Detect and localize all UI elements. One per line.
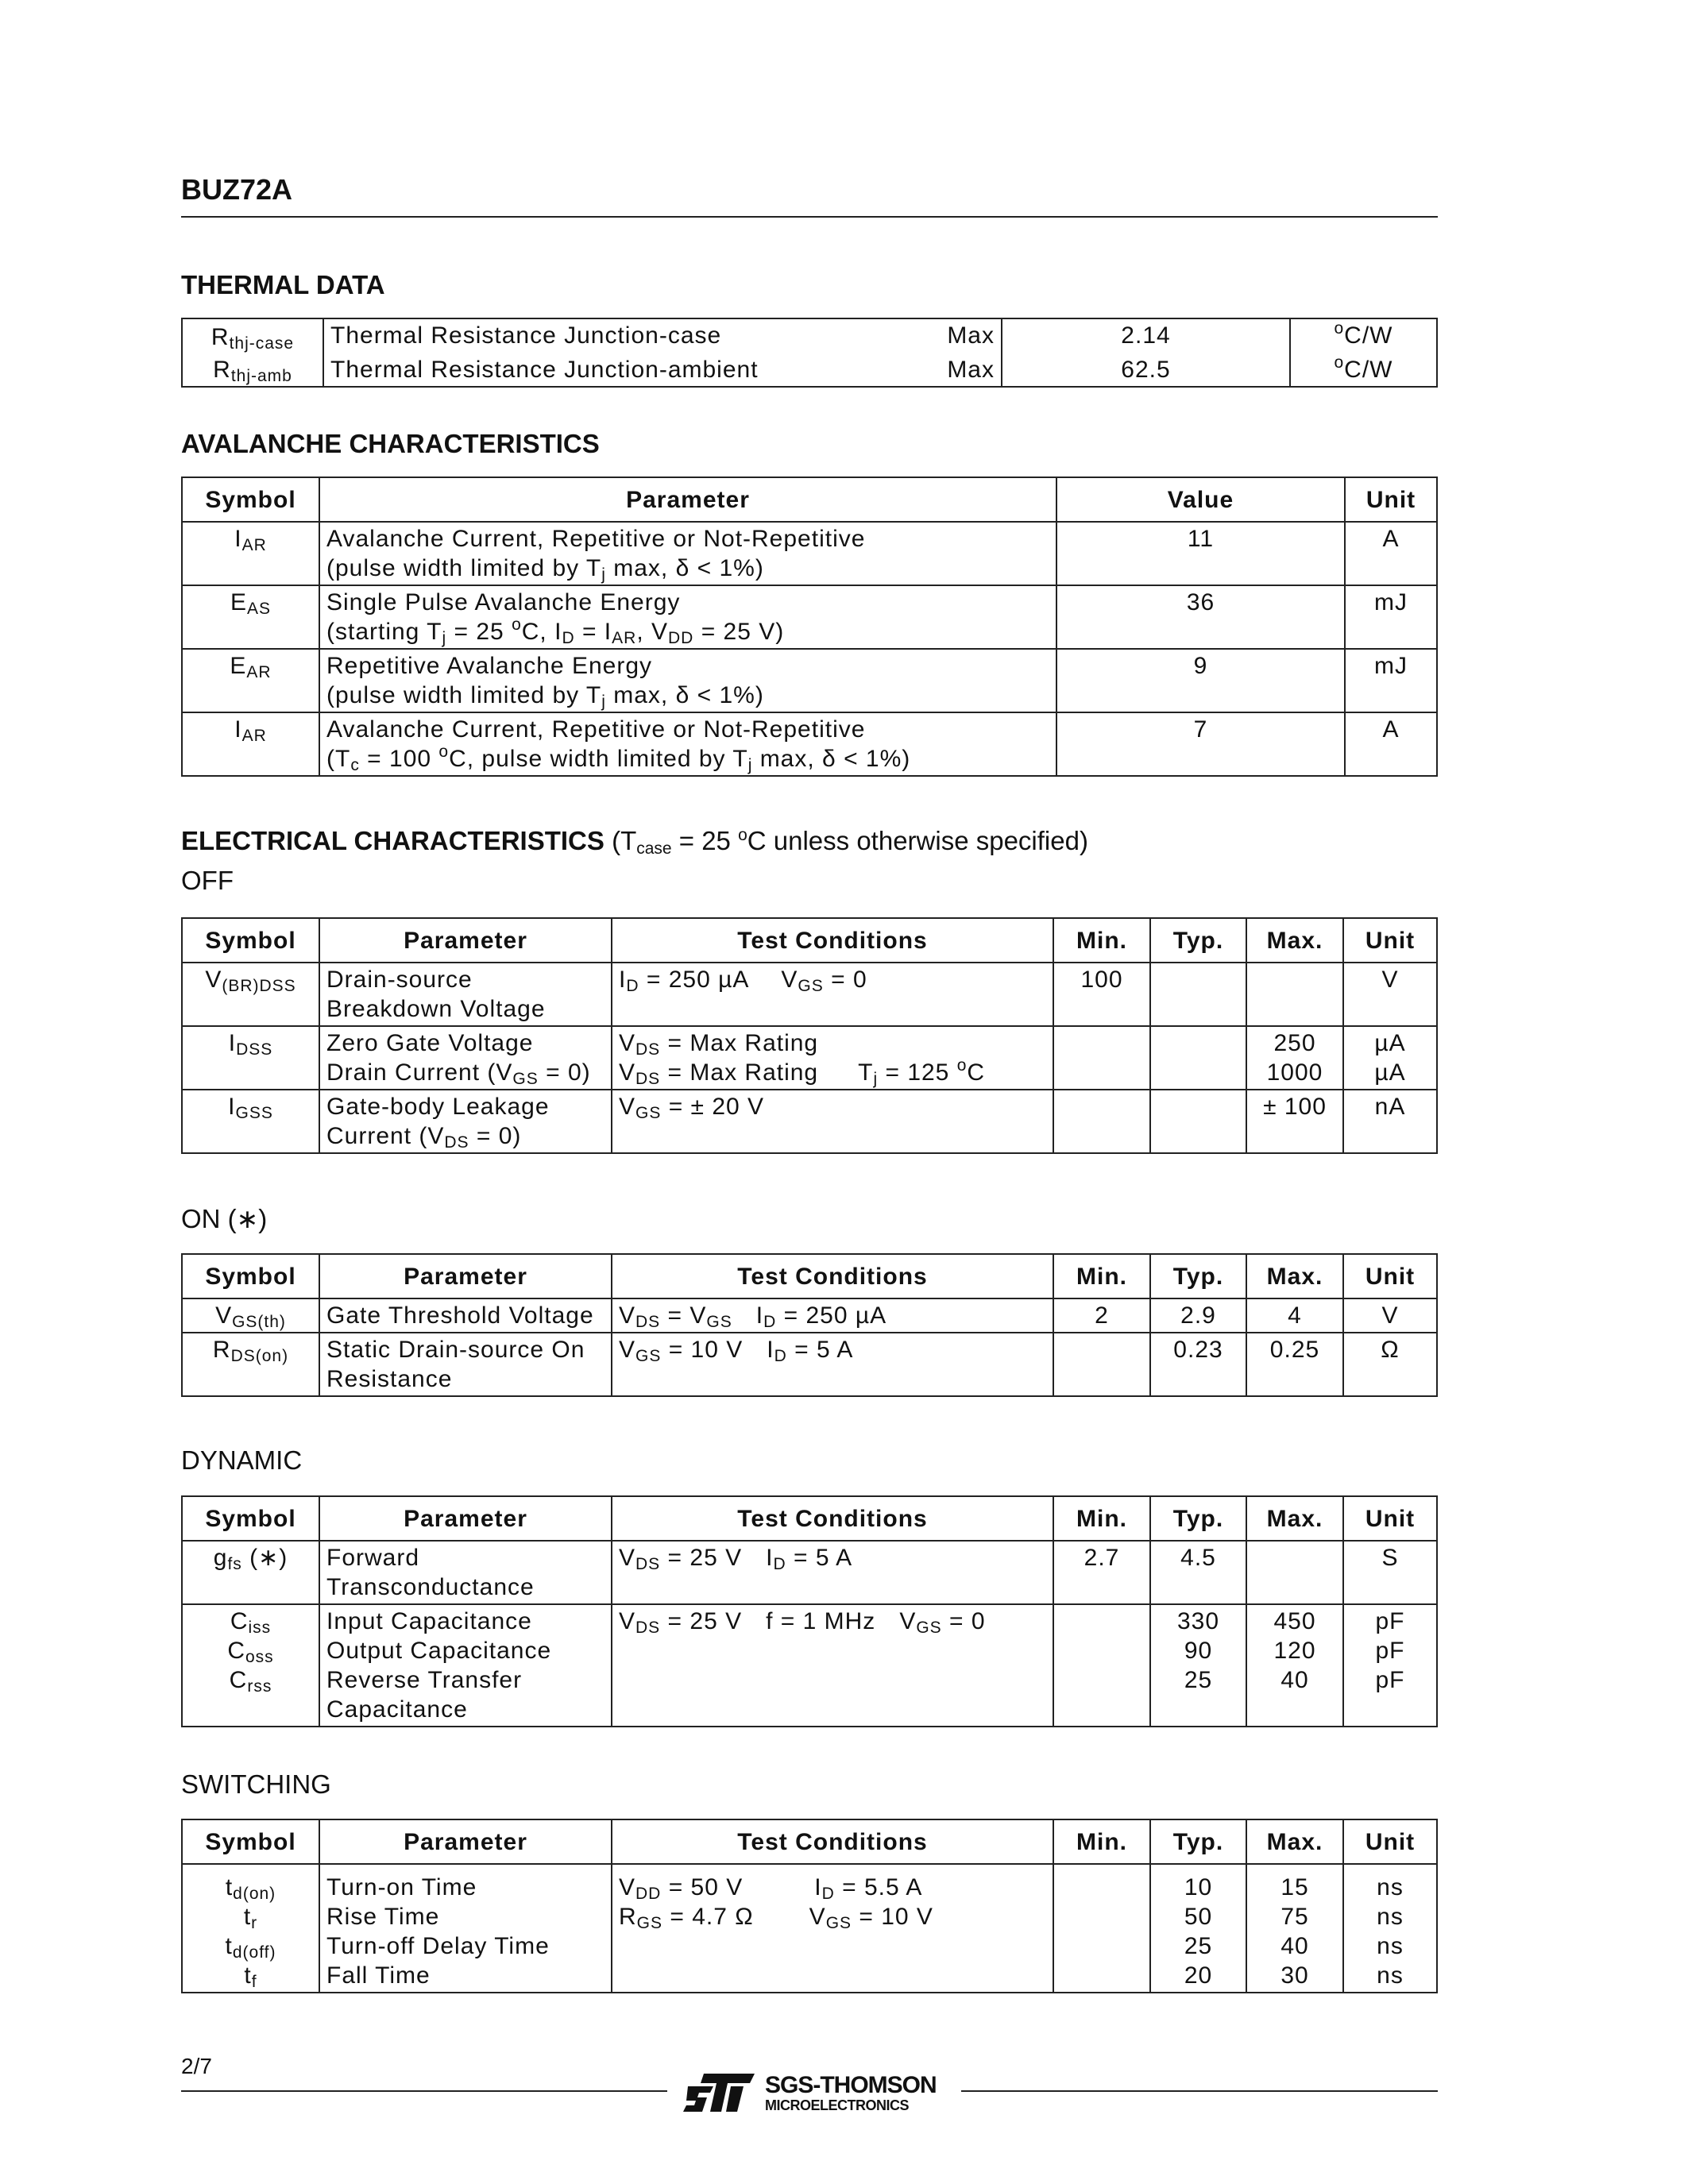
thermal-table (181, 318, 1438, 388)
table-row (182, 712, 1437, 776)
table-row (182, 1026, 1437, 1090)
symbol-cell: $I_{DSS}$ (182, 1026, 319, 1090)
on-title: ON (∗) (181, 1204, 268, 1233)
typ-cell: 10 50 25 20 (1150, 1864, 1246, 1993)
condition-cell: $V_{DS} = 25$ V $I_D = 5$ A (612, 1541, 1053, 1604)
footer-rule-left (181, 2090, 667, 2092)
param-cell: Forward Transconductance (319, 1541, 612, 1604)
column-header: Test Conditions (612, 1496, 1053, 1541)
dynamic-table (181, 1495, 1438, 1727)
unit-cell: pF pF pF (1343, 1604, 1437, 1727)
max-cell: 0.25 (1246, 1333, 1343, 1396)
param-cell: Thermal Resistance Junction-ambient (323, 353, 925, 387)
column-header: Unit (1343, 1496, 1437, 1541)
min-cell: 2 (1053, 1298, 1150, 1333)
param-cell: Repetitive Avalanche Energy (pulse width limited by $T_j$ max, δ < 1%) (319, 649, 1056, 712)
avalanche-title: AVALANCHE CHARACTERISTICS (181, 429, 600, 458)
typ-cell (1150, 1090, 1246, 1153)
unit-cell: Ω (1343, 1333, 1437, 1396)
column-header: Typ. (1150, 1254, 1246, 1298)
thermal-title: THERMAL DATA (181, 270, 385, 299)
param-cell: Zero Gate Voltage Drain Current $(V_{GS} = 0)$ (319, 1026, 612, 1090)
value-cell: 62.5 (1002, 353, 1290, 387)
column-header: Min. (1053, 1254, 1150, 1298)
on-table (181, 1253, 1438, 1397)
column-header: Unit (1343, 1254, 1437, 1298)
max-cell: 450 120 40 (1246, 1604, 1343, 1727)
value-cell: 9 (1056, 649, 1345, 712)
column-header: Max. (1246, 1819, 1343, 1864)
off-title: OFF (181, 866, 234, 895)
column-header: Unit (1343, 918, 1437, 963)
table-row (182, 522, 1437, 585)
column-header: Max. (1246, 1496, 1343, 1541)
condition-cell: $I_D = 250$ µA $V_{GS} = 0$ (612, 963, 1053, 1026)
table-row (182, 585, 1437, 649)
param-cell: Gate Threshold Voltage (319, 1298, 612, 1333)
column-header: Typ. (1150, 1819, 1246, 1864)
column-header: Min. (1053, 1819, 1150, 1864)
typ-cell (1150, 1026, 1246, 1090)
value-cell: 11 (1056, 522, 1345, 585)
column-header: Test Conditions (612, 1254, 1053, 1298)
condition-cell: $V_{DS} = V_{GS}$ $I_D = 250$ µA (612, 1298, 1053, 1333)
column-header: Max. (1246, 918, 1343, 963)
column-header: Symbol (182, 1496, 319, 1541)
unit-cell: nA (1343, 1090, 1437, 1153)
table-header-row (182, 477, 1437, 522)
max-cell (1246, 963, 1343, 1026)
table-row (182, 1090, 1437, 1153)
min-cell (1053, 1026, 1150, 1090)
avalanche-table (181, 477, 1438, 777)
switching-title: SWITCHING (181, 1769, 331, 1799)
column-header: Unit (1343, 1819, 1437, 1864)
column-header: Parameter (319, 1254, 612, 1298)
column-header: Parameter (319, 477, 1056, 522)
column-header: Min. (1053, 918, 1150, 963)
symbol-cell: $V_{GS(th)}$ (182, 1298, 319, 1333)
column-header: Symbol (182, 918, 319, 963)
condition-cell: $V_{DD} = 50$ V $I_D = 5.5$ A $R_{GS} = 4.7$ Ω $V_{GS} = 10$ V (612, 1864, 1053, 1993)
symbol-cell: $I_{GSS}$ (182, 1090, 319, 1153)
unit-cell: V (1343, 963, 1437, 1026)
symbol-cell: $E_{AR}$ (182, 649, 319, 712)
column-header: Test Conditions (612, 918, 1053, 963)
unit-cell: A (1345, 522, 1437, 585)
st-logo-icon (682, 2069, 769, 2116)
param-cell: Thermal Resistance Junction-case (323, 318, 925, 353)
max-cell (1246, 1541, 1343, 1604)
typ-cell (1150, 963, 1246, 1026)
electrical-title: ELECTRICAL CHARACTERISTICS ($T_{case} = 25$ $^o$C unless otherwise specified) (181, 826, 1088, 858)
param-cell: Static Drain-source On Resistance (319, 1333, 612, 1396)
min-cell (1053, 1604, 1150, 1727)
column-header: Symbol (182, 477, 319, 522)
param-cell: Drain-source Breakdown Voltage (319, 963, 612, 1026)
symbol-cell: $R_{thj-amb}$ (213, 357, 292, 385)
param-cell: Gate-body Leakage Current $(V_{DS} = 0)$ (319, 1090, 612, 1153)
column-header: Symbol (182, 1254, 319, 1298)
min-cell (1053, 1864, 1150, 1993)
max-cell: 4 (1246, 1298, 1343, 1333)
unit-cell: mJ (1345, 649, 1437, 712)
column-header: Parameter (319, 918, 612, 963)
max-cell: 250 1000 (1246, 1026, 1343, 1090)
symbol-cell: $C_{iss}$ $C_{oss}$ $C_{rss}$ (182, 1604, 319, 1727)
table-row (182, 1541, 1437, 1604)
table-header-row (182, 1254, 1437, 1298)
value-cell: 2.14 (1002, 318, 1290, 353)
column-header: Unit (1345, 477, 1437, 522)
value-cell: 7 (1056, 712, 1345, 776)
param-cell: Turn-on Time Rise Time Turn-off Delay Time Fall Time (319, 1864, 612, 1993)
limit-cell: Max (947, 357, 995, 383)
unit-cell: $^o$C/W (1290, 318, 1437, 353)
table-row (182, 1333, 1437, 1396)
footer-rule-right (961, 2090, 1438, 2092)
header-rule (181, 216, 1438, 218)
min-cell (1053, 1333, 1150, 1396)
unit-cell: A (1345, 712, 1437, 776)
column-header: Parameter (319, 1819, 612, 1864)
param-cell: Avalanche Current, Repetitive or Not-Repetitive ($T_c = 100$ $^o$C, pulse width limited by $T_j$ max, δ < 1%) (319, 712, 1056, 776)
unit-cell: ns ns ns ns (1343, 1864, 1437, 1993)
min-cell (1053, 1090, 1150, 1153)
column-header: Test Conditions (612, 1819, 1053, 1864)
column-header: Parameter (319, 1496, 612, 1541)
symbol-cell: $g_{fs}$ (∗) (182, 1541, 319, 1604)
table-row (182, 963, 1437, 1026)
symbol-cell: $I_{AR}$ (182, 712, 319, 776)
unit-cell: S (1343, 1541, 1437, 1604)
table-header-row (182, 1819, 1437, 1864)
typ-cell: 0.23 (1150, 1333, 1246, 1396)
typ-cell: 4.5 (1150, 1541, 1246, 1604)
typ-cell: 2.9 (1150, 1298, 1246, 1333)
column-header: Symbol (182, 1819, 319, 1864)
st-logo (682, 2069, 952, 2116)
part-number: BUZ72A (181, 173, 293, 206)
param-cell: Single Pulse Avalanche Energy (starting $T_j = 25$ $^o$C, $I_D = I_{AR}$, $V_{DD} = 25$ V) (319, 585, 1056, 649)
symbol-cell: $R_{DS(on)}$ (182, 1333, 319, 1396)
column-header: Value (1056, 477, 1345, 522)
typ-cell: 330 90 25 (1150, 1604, 1246, 1727)
symbol-cell: $I_{AR}$ (182, 522, 319, 585)
logo-text: SGS-THOMSON (765, 2072, 937, 2098)
table-row (182, 649, 1437, 712)
switching-table (181, 1819, 1438, 1993)
table-row (182, 353, 1437, 387)
page-number: 2/7 (181, 2054, 212, 2078)
table-row (182, 1298, 1437, 1333)
max-cell: ± 100 (1246, 1090, 1343, 1153)
symbol-cell: $E_{AS}$ (182, 585, 319, 649)
condition-cell: $V_{GS}$ = ± 20 V (612, 1090, 1053, 1153)
dynamic-title: DYNAMIC (181, 1445, 303, 1475)
symbol-cell: $R_{thj-case}$ (211, 324, 295, 353)
symbol-cell: $t_{d(on)}$ $t_r$ $t_{d(off)}$ $t_f$ (182, 1864, 319, 1993)
table-row (182, 1864, 1437, 1993)
limit-cell: Max (947, 322, 995, 349)
symbol-cell: $V_{(BR)DSS}$ (182, 963, 319, 1026)
min-cell: 2.7 (1053, 1541, 1150, 1604)
param-cell: Input Capacitance Output Capacitance Reverse Transfer Capacitance (319, 1604, 612, 1727)
column-header: Min. (1053, 1496, 1150, 1541)
condition-cell: $V_{GS} = 10$ V $I_D = 5$ A (612, 1333, 1053, 1396)
table-row (182, 1604, 1437, 1727)
column-header: Typ. (1150, 1496, 1246, 1541)
logo-subtext: MICROELECTRONICS (765, 2097, 909, 2113)
value-cell: 36 (1056, 585, 1345, 649)
unit-cell: µA µA (1343, 1026, 1437, 1090)
max-cell: 15 75 40 30 (1246, 1864, 1343, 1993)
param-cell: Avalanche Current, Repetitive or Not-Repetitive (pulse width limited by $T_j$ max, δ < 1%) (319, 522, 1056, 585)
min-cell: 100 (1053, 963, 1150, 1026)
table-row (182, 318, 1437, 353)
table-header-row (182, 1496, 1437, 1541)
column-header: Max. (1246, 1254, 1343, 1298)
unit-cell: mJ (1345, 585, 1437, 649)
unit-cell: $^o$C/W (1290, 353, 1437, 387)
unit-cell: V (1343, 1298, 1437, 1333)
table-header-row (182, 918, 1437, 963)
condition-cell: $V_{DS}$ = Max Rating $V_{DS}$ = Max Rating $T_j = 125$ $^o$C (612, 1026, 1053, 1090)
column-header: Typ. (1150, 918, 1246, 963)
condition-cell: $V_{DS} = 25$ V f = 1 MHz $V_{GS} = 0$ (612, 1604, 1053, 1727)
off-table (181, 917, 1438, 1154)
